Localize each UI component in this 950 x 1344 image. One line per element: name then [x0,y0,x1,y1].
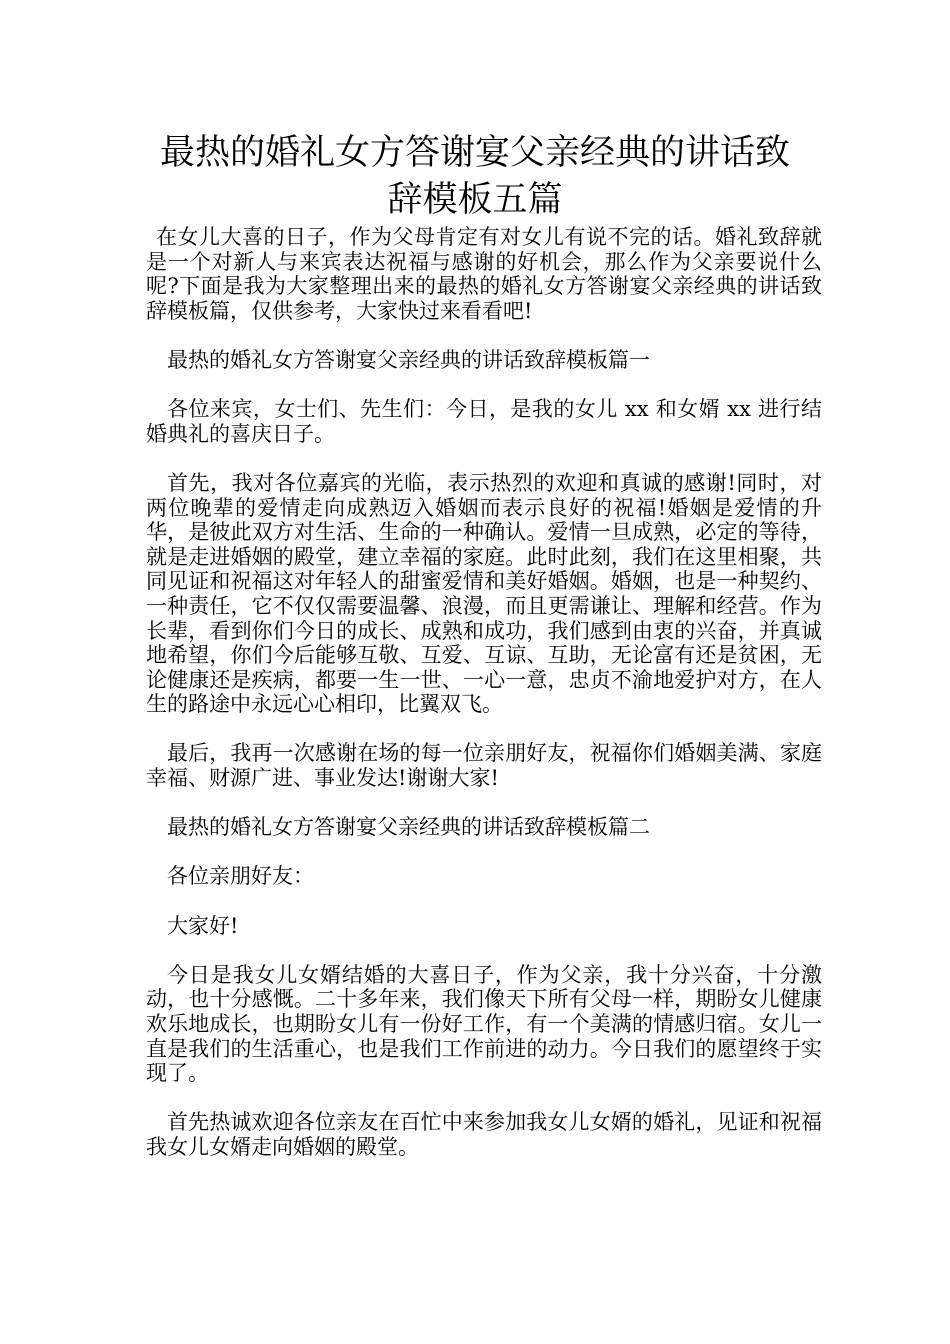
paragraph-hello: 大家好! [167,913,239,938]
section-heading-1: 最热的婚礼女方答谢宴父亲经典的讲话致辞模板篇一 [167,347,650,372]
paragraph-body-1: 首先，我对各位嘉宾的光临，表示热烈的欢迎和真诚的感谢!同时，对两位晚辈的爱情走向成熟迈入婚姻而表示良好的祝福!婚姻是爱情的升华，是彼此双方对生活、生命的一种确认。爱情一旦成熟，必定的等待，就是走进婚姻的殿堂，建立幸福的家庭。此时此刻，我们在这里相聚，共同见证和祝福这对年轻人的甜蜜爱情和美好婚姻。婚姻，也是一种契约、一种责任，它不仅仅需要温馨、浪漫，而且更需谦让、理解和经营。作为长辈，看到你们今日的成长、成熟和成功，我们感到由衷的兴奋，并真诚地希望，你们今后能够互敬、互爱、互谅、互助，无论富有还是贫困，无论健康还是疾病，都要一生一世、一心一意，忠贞不渝地爱护对方，在人生的路途中永远心心相印，比翼双飞。 [146,470,822,717]
document-title [120,130,830,224]
intro-paragraph: 在女儿大喜的日子，作为父母肯定有对女儿有说不完的话。婚礼致辞就是一个对新人与来宾表达祝福与感谢的好机会，那么作为父亲要说什么呢?下面是我为大家整理出来的最热的婚礼女方答谢宴父亲经典的讲话致辞模板篇，仅供参考，大家快过来看看吧! [146,225,822,323]
paragraph-body-2: 今日是我女儿女婿结婚的大喜日子，作为父亲，我十分兴奋，十分激动，也十分感慨。二十多年来，我们像天下所有父母一样，期盼女儿健康欢乐地成长，也期盼女儿有一份好工作，有一个美满的情感归宿。女儿一直是我们的生活重心，也是我们工作前进的动力。今日我们的愿望终于实现了。 [146,962,822,1086]
title-line-2: 辞模板五篇 [387,180,563,220]
section-heading-2: 最热的婚礼女方答谢宴父亲经典的讲话致辞模板篇二 [167,815,650,840]
paragraph-greeting-2: 各位亲朋好友： [167,864,314,889]
paragraph-body-3: 首先热诚欢迎各位亲友在百忙中来参加我女儿女婿的婚礼，见证和祝福我女儿女婿走向婚姻的殿堂。 [146,1110,822,1159]
paragraph-closing-1: 最后，我再一次感谢在场的每一位亲朋好友，祝福你们婚姻美满、家庭幸福、财源广进、事业发达!谢谢大家! [146,741,822,791]
document-body [146,225,822,1160]
title-line-1: 最热的婚礼女方答谢宴父亲经典的讲话致 [159,133,790,173]
paragraph-greeting-1: 各位来宾，女士们、先生们：今日，是我的女儿 xx 和女婿 xx 进行结婚典礼的喜庆日子。 [146,397,822,446]
